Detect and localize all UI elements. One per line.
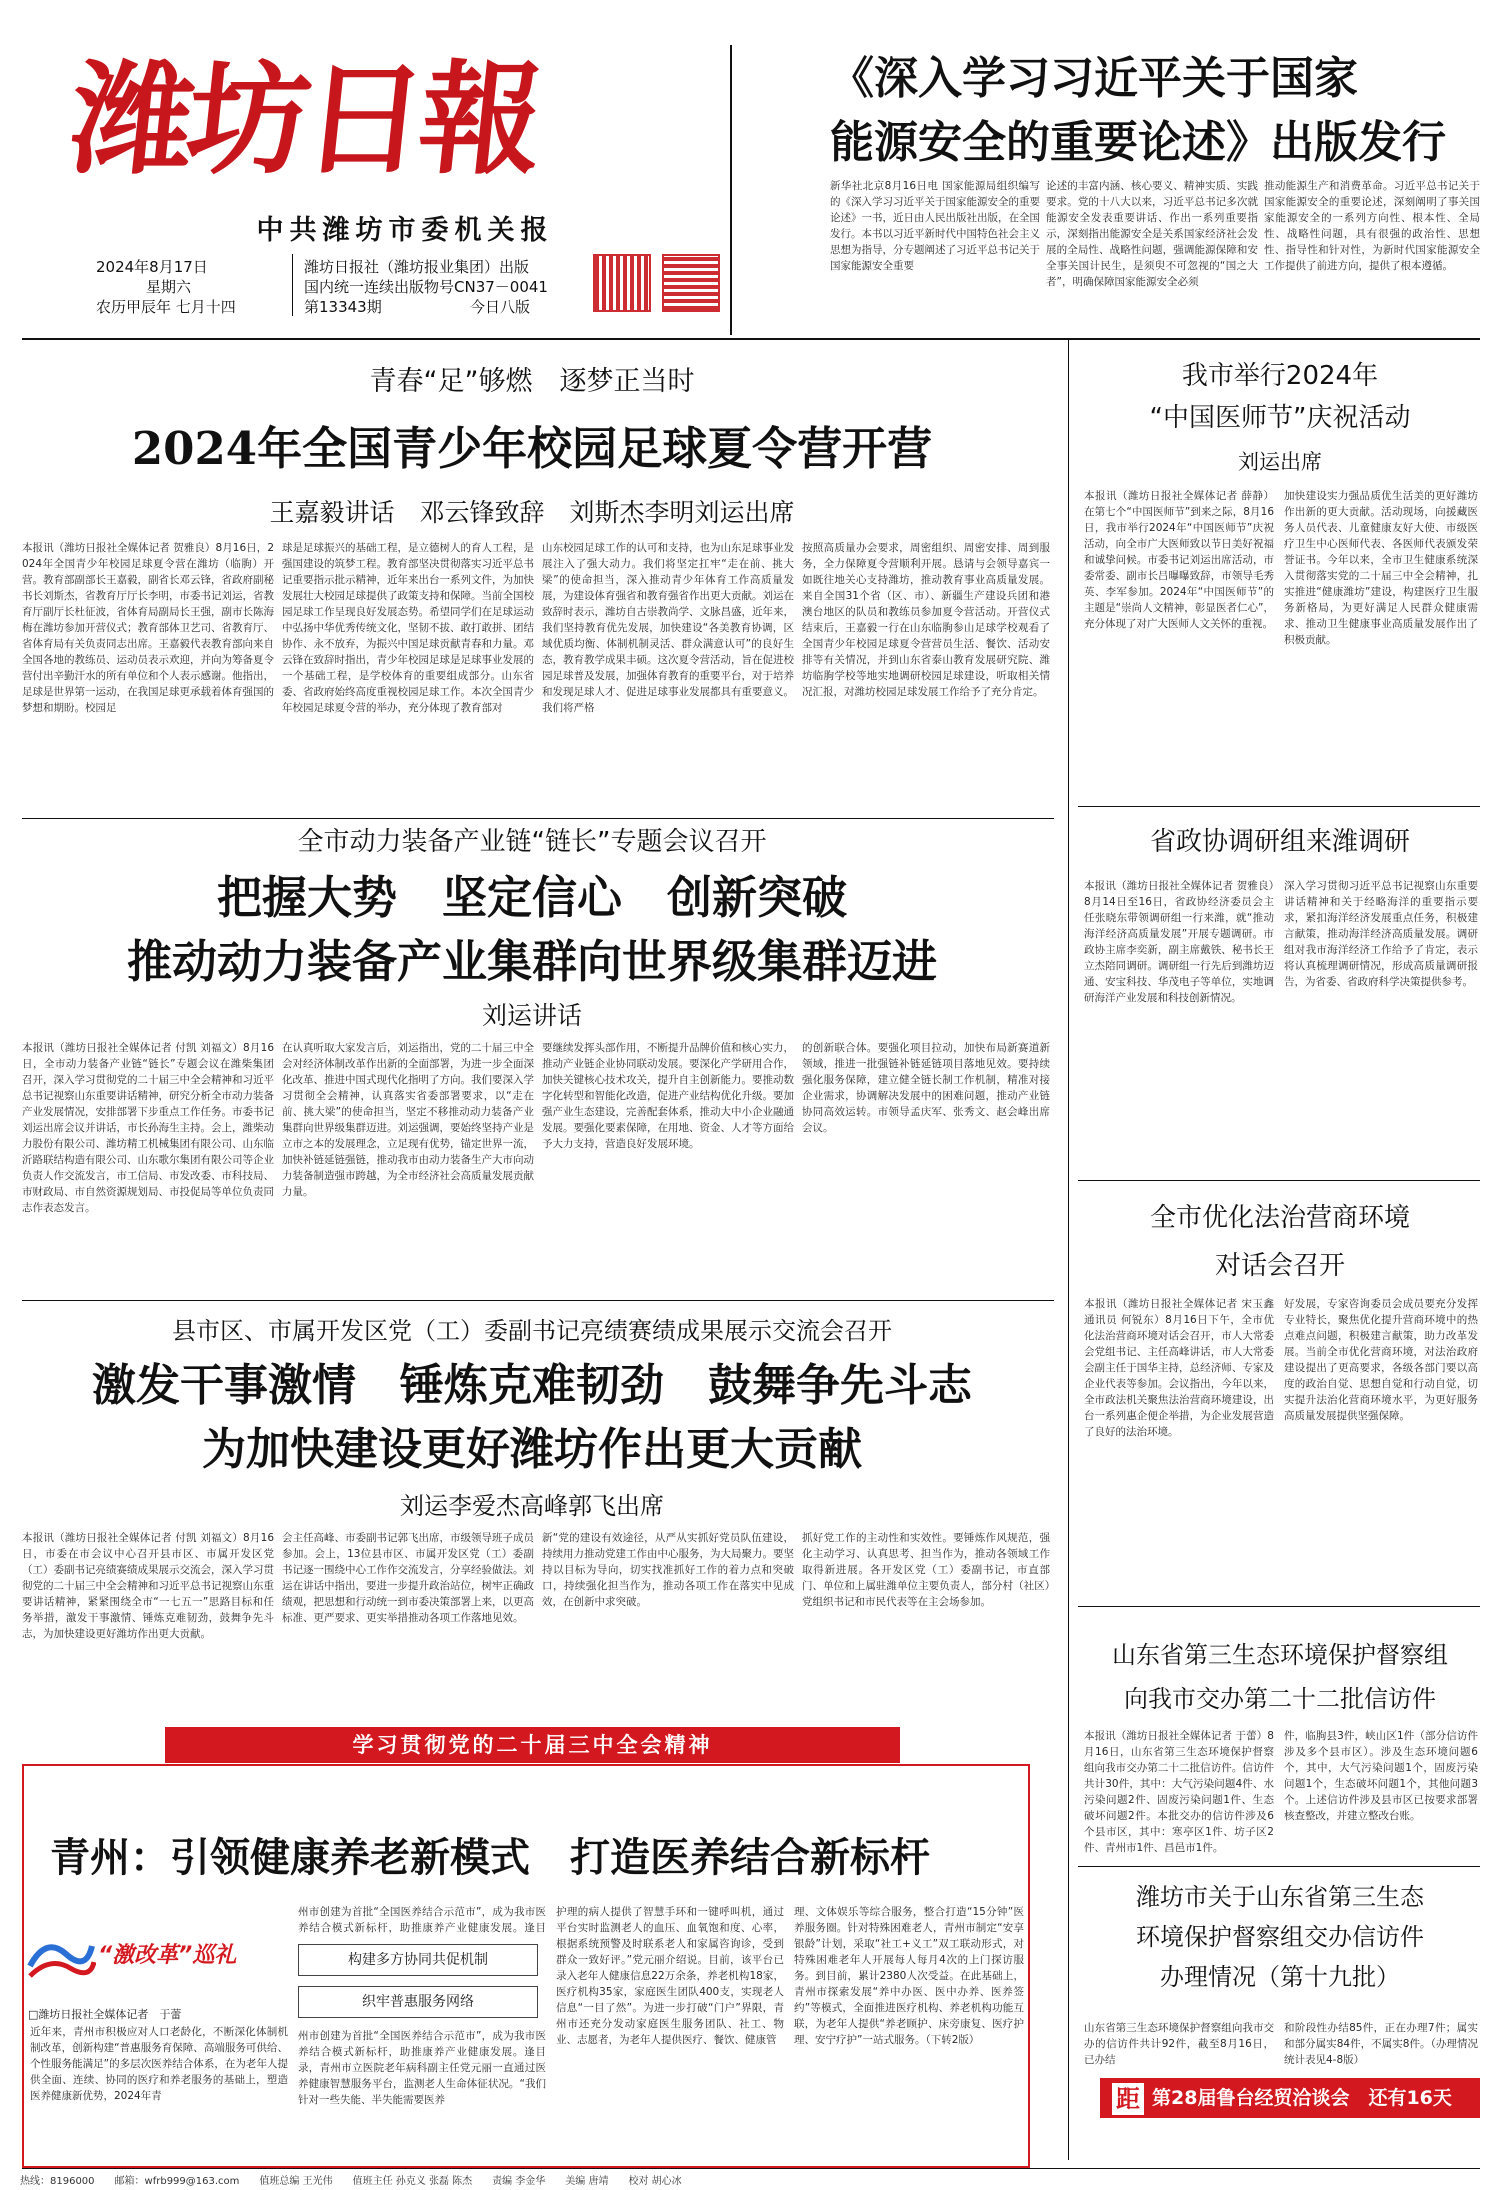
article1-col-2: 球是足球振兴的基础工程，是立德树人的育人工程，是强国建设的筑梦工程。教育部坚决贯彻落实习近平总书记重要指示批示精神，近年来出台一系列文件，为加快发展壮大校园足球提供了政策支持和保障。当前全国校园足球工作呈现良好发展态势。希望同学们在足球运动中弘扬中华优秀传统文化，坚韧不拔、敢打敢拼、团结协作、永不放弃，为振兴中国足球贡献青春和力量。邓云锋在致辞时指出，青少年校园足球是足球事业发展的一个基础工程，是学校体育的重要组成部分。山东省委、省政府始终高度重视校园足球工作。本次全国青少年校园足球夏令营的举办，充分体现了教育部对: [282, 542, 534, 714]
article2-col-3: 要继续发挥头部作用，不断提升品牌价值和核心实力，推动产业链企业协同联动发展。要深化产学研用合作，加快关键核心技术攻关，提升自主创新能力。要推动数字化转型和智能化改造，促进产业结构优化升级。要加强产业生态建设，完善配套体系，推动大中小企业融通发展。要强化要素保障，在用地、资金、人才等方面给予大力支持，营造良好发展环境。: [542, 1042, 794, 1150]
article3-kicker: 县市区、市属开发区党（工）委副书记亮绩赛绩成果展示交流会召开: [172, 1317, 892, 1345]
publisher: 潍坊日报社（潍坊报业集团）出版: [304, 258, 530, 276]
rc1-subhead: 刘运出席: [1238, 450, 1322, 474]
article1-subhead: 王嘉毅讲话 邓云锋致辞 刘斯杰李明刘运出席: [269, 498, 795, 527]
rc3-col-1: 本报讯（潍坊日报社全媒体记者 宋玉鑫 通讯员 何锐东）8月16日下午，全市优化法治营商环境对话会召开，市人大常委会党组书记、主任高峰讲话，市人大常委会副主任于国华主持，总经济师、专家及企业代表等参加。会议指出，今年以来，全市政法机关聚焦法治营商环境建设，出台一系列惠企便企举措，为企业发展营造了良好的法治环境。: [1084, 1298, 1274, 1438]
rc2-col-1: 本报讯（潍坊日报社全媒体记者 贺雅良）8月14日至16日，省政协经济委员会主任张晓东带领调研组一行来潍，就“推动海洋经济高质量发展”开展专题调研。市政协主席李奕新，副主席戴铁、秘书长王立杰陪同调研。调研组一行先后到潍坊迈通、安宝科技、华茂电子等单位，实地调研海洋产业发展和科技创新情况。: [1084, 880, 1274, 1004]
rc4-headline: 山东省第三生态环境保护督察组: [1112, 1641, 1448, 1669]
qr-code-icon: [593, 254, 651, 312]
subhead-box-1: 构建多方协同共促机制: [298, 1944, 538, 1976]
rc2-headline: 省政协调研组来潍调研: [1149, 827, 1410, 857]
article3-subhead: 刘运李爱杰高峰郭飞出席: [400, 1492, 664, 1520]
rc5-headline-2: 环境保护督察组交办信访件: [1136, 1923, 1424, 1951]
countdown-banner: [1100, 2078, 1480, 2118]
feature-col-2: 州市创建为首批“全国医养结合示范市”，成为我市医养结合模式新标杆，助推康养产业健康发展。逢目录，青州市立医院老年病科副主任党元丽一直通过医养健康智慧服务平台，监测老人生命体征状况。“我们针对一些失能、半失能需要医养: [298, 2030, 546, 2106]
rc4-col-1: 本报讯（潍坊日报社全媒体记者 于蕾）8月16日，山东省第三生态环境保护督察组向我市交办第二十二批信访件。信访件共计30件，其中：大气污染问题4件、水污染问题2件、固废污染问题1件、生态破坏问题2件。本批交办的信访件涉及6个县市区，其中：寒亭区1件、坊子区2件、青州市1件、昌邑市1件。: [1084, 1730, 1274, 1854]
article3-headline-2: 为加快建设更好潍坊作出更大贡献: [202, 1424, 862, 1475]
article1-col-3: 山东校园足球工作的认可和支持，也为山东足球事业发展注入了强大动力。我们将坚定扛牢“走在前、挑大梁”的使命担当，深入推动青少年体育工作高质量发展，为建设体育强省和教育强省作出更大贡献。刘运在致辞时表示，潍坊自古崇教尚学、文脉昌盛，近年来，我们坚持教育优先发展，加快建设“各美教育协调，区域优质均衡、体制机制灵活、群众满意认可”的良好生态，教育教学成果丰硕。这次夏令营活动，旨在促进校园足球普及发展，加强体育教育的重要平台，对于培养和发现足球人才、促进足球事业发展都具有重要意义。我们将严格: [542, 542, 794, 714]
countdown-glyph: 距: [1112, 2083, 1144, 2115]
rc1-col-1: 本报讯（潍坊日报社全媒体记者 薛静）在第七个“中国医师节”到来之际，8月16日，我市举行2024年“中国医师节”庆祝活动，向全市广大医师致以节日美好祝福和诚挚问候。市委书记刘运出席活动，市委常委、副市长吕曝曝致辞，市领导毛秀英、李军参加。2024年“中国医师节”的主题是“崇尚人文精神，彰显医者仁心”，充分体现了对广大医师人文关怀的重视。: [1084, 490, 1274, 630]
page-count: 今日八版: [470, 298, 531, 316]
promo-badge: [26, 1920, 286, 2006]
qr-code-icon: [662, 254, 720, 312]
top-story-col-3: 推动能源生产和消费革命。习近平总书记关于国家能源安全的重要论述，深刻阐明了事关国家能源安全的一系列方向性、根本性、全局性、战略性问题，具有很强的政治性、思想性、指导性和针对性，为新时代国家能源安全工作提供了前进方向，提供了根本遵循。: [1264, 180, 1480, 272]
lunar-date: 农历甲辰年 七月十四: [96, 298, 236, 316]
wave-icon: [26, 1926, 96, 1986]
article2-kicker: 全市动力装备产业链“链长”专题会议召开: [297, 827, 767, 857]
rc5-col-2: 和阶段性办结85件，正在办理7件；属实和部分属实84件，不属实8件。（办理情况统计表见4-8版）: [1284, 2022, 1478, 2066]
feature-col-3: 护理的病人提供了智慧手环和一键呼叫机，通过平台实时监测老人的血压、血氧饱和度、心率，根据系统预警及时联系老人和家属咨询诊，受到群众一致好评。”党元丽介绍说。目前，该平台已录入老年人健康信息22万余条，养老机构18家，医疗机构35家，家庭医生团队400支，实现老人信息“一目了然”。为进一步打破“门户”界限，青州市还充分发动家庭医生服务团队、社工、物业、志愿者，为老年人提供医疗、餐饮、健康管: [556, 1906, 784, 2046]
masthead-subtitle: 中共潍坊市委机关报: [256, 215, 554, 246]
rc2-col-2: 深入学习贯彻习近平总书记视察山东重要讲话精神和关于经略海洋的重要指示要求，紧扣海洋经济发展重点任务，积极建言献策，推动海洋经济高质量发展。调研组对我市海洋经济工作给予了肯定，表示将认真梳理调研情况，形成高质量调研报告，为省委、省政府科学决策提供参考。: [1284, 880, 1478, 988]
article2-headline-2: 推动动力装备产业集群向世界级集群迈进: [126, 935, 937, 988]
rc3-headline-2: 对话会召开: [1214, 1251, 1345, 1281]
article2-col-1: 本报讯（潍坊日报社全媒体记者 付凯 刘福文）8月16日，全市动力装备产业链“链长”专题会议在潍柴集团召开，深入学习贯彻党的二十届三中全会精神和习近平总书记视察山东重要讲话精神，研究分析全市动力装备产业发展情况，安排部署下步重点工作任务。市委书记刘运出席会议并讲话，市长孙海生主持。会上，潍柴动力股份有限公司、潍坊精工机械集团有限公司、山东临沂路联结构造有限公司、山东歌尔集团有限公司等企业负责人作交流发言，市工信局、市发改委、市科技局、市财政局、市自然资源规划局、市投促局等单位负责同志作表态发言。: [22, 1042, 274, 1214]
feature-byline: □潍坊日报社全媒体记者 于蕾: [28, 2008, 182, 2021]
top-story-headline: 《深入学习习近平关于国家: [830, 53, 1358, 104]
rc1-headline-2: “中国医师节”庆祝活动: [1149, 403, 1411, 433]
issue-date: 2024年8月17日: [96, 258, 208, 276]
article2-col-4: 的创新联合体。要强化项目拉动，加快布局新赛道新领域，推进一批强链补链延链项目落地见效。要持续强化服务保障，建立健全链长制工作机制，精准对接企业需求，协调解决发展中的困难问题，推动产业链协同高效运转。市领导孟庆军、张秀文、赵会峰出席会议。: [802, 1042, 1050, 1134]
article2-subhead: 刘运讲话: [481, 1001, 582, 1030]
article3-col-3: 新“党的建设有效途径，从严从实抓好党员队伍建设，持续用力推动党建工作由中心服务，为大局聚力。要坚持以目标为导向，切实找准抓好工作的着力点和突破口，持续强化担当作为，推动各项工作在落实中见成效，在创新中求突破。: [542, 1532, 794, 1608]
article2-col-2: 在认真听取大家发言后，刘运指出，党的二十届三中全会对经济体制改革作出新的全面部署，为进一步全面深化改革、推进中国式现代化指明了方向。我们要深入学习贯彻全会精神，认真落实省委部署要求，以“走在前、挑大梁”的使命担当，坚定不移推动动力装备产业集群向世界级集群迈进。刘运强调，要始终坚持产业是立市之本的发展理念，立足现有优势，锚定世界一流，加快补链延链强链，推动我市由动力装备生产大市向动力装备制造强市跨越，为全市经济社会高质量发展贡献力量。: [282, 1042, 534, 1198]
rc5-headline-3: 办理情况（第十九批）: [1160, 1963, 1400, 1991]
rc1-col-2: 加快建设实力强品质优生活美的更好潍坊作出新的更大贡献。活动现场，向援藏医务人员代表、儿童健康友好大使、市级医疗卫生中心医师代表、各医师代表颁发荣誉证书。今年以来，全市卫生健康系统深入贯彻落实党的二十届三中全会精神，扎实推进“健康潍坊”建设，构建医疗卫生服务新格局，为更好满足人民群众健康需求、推动卫生健康事业高质量发展作出了积极贡献。: [1284, 490, 1478, 646]
issue-weekday: 星期六: [146, 278, 192, 296]
subhead-box-2: 织牢普惠服务网络: [298, 1986, 538, 2018]
article3-headline: 激发干事激情 锤炼克难韧劲 鼓舞争先斗志: [92, 1360, 972, 1411]
countdown-text: 第28届鲁台经贸洽谈会 还有16天: [1152, 2087, 1452, 2109]
issn: 国内统一连续出版物号CN37－0041: [304, 278, 548, 296]
rc1-headline: 我市举行2024年: [1181, 361, 1379, 391]
rc3-headline: 全市优化法治营商环境: [1149, 1203, 1410, 1233]
top-story-col-2: 论述的丰富内涵、核心要义、精神实质、实践要求。党的十八大以来，习近平总书记多次就能源安全发表重要讲话、作出一系列重要指示，深刻指出能源安全是关系国家经济社会发展的全局性、战略性问题，强调能源保障和安全事关国计民生，是须臾不可忽视的“国之大者”，明确保障国家能源安全必须: [1046, 180, 1258, 288]
top-story-headline-2: 能源安全的重要论述》出版发行: [830, 117, 1446, 168]
feature-banner: 学习贯彻党的二十届三中全会精神: [165, 1727, 900, 1763]
rc3-col-2: 好发展，专家咨询委员会成员要充分发挥专业特长，聚焦优化提升营商环境中的热点难点问题，积极建言献策，助力改革发展。当前全市优化营商环境，对法治政府建设提出了更高要求，各级各部门要以高度的政治自觉、思想自觉和行动自觉，切实提升法治化营商环境水平，为更好服务高质量发展提供坚强保障。: [1284, 1298, 1478, 1422]
newspaper-logo: 潍坊日報: [64, 47, 544, 191]
article3-col-2: 会主任高峰、市委副书记郭飞出席，市级领导班子成员参加。会上，13位县市区、市属开发区党（工）委副书记逐一围绕中心工作作交流发言，分享经验做法。刘运在讲话中指出，要进一步提升政治站位，树牢正确政绩观，把思想和行动统一到市委决策部署上来，以更高标准、更严要求、更实举措推动各项工作落地见效。: [282, 1532, 534, 1624]
promo-title: “激改革”巡礼: [98, 1943, 237, 1968]
article2-headline: 把握大势 坚定信心 创新突破: [216, 871, 847, 924]
top-story-col-1: 新华社北京8月16日电 国家能源局组织编写的《深入学习习近平关于国家能源安全的重要论述》一书，近日由人民出版社出版，在全国发行。本书以习近平新时代中国特色社会主义思想为指导，分专题阐述了习近平总书记关于国家能源安全重要: [830, 180, 1040, 272]
article3-col-4: 抓好党工作的主动性和实效性。要锤炼作风规范，强化主动学习、认真思考、担当作为，推动各领域工作取得新进展。各开发区党（工）委副书记，市直部门、单位和上属驻潍单位主要负责人，部分村（社区）党组织书记和市民代表等在主会场参加。: [802, 1532, 1050, 1608]
feature-col-2-top: 州市创建为首批“全国医养结合示范市”，成为我市医养结合模式新标杆，助推康养产业健康发展。逢目: [298, 1906, 546, 1934]
feature-headline: 青州：引领健康养老新模式 打造医养结合新标杆: [50, 1834, 930, 1881]
rc5-col-1: 山东省第三生态环境保护督察组向我市交办的信访件共计92件，截至8月16日，已办结: [1084, 2022, 1274, 2066]
rc4-col-2: 件，临朐县3件，峡山区1件（部分信访件涉及多个县市区）。涉及生态环境问题6个，其中，大气污染问题1个，固废污染问题1个，生态破坏问题1个，其他问题3个。上述信访件涉及县市区已按要求部署核查整改，并建立整改台账。: [1284, 1730, 1478, 1822]
issue-number: 第13343期: [304, 298, 382, 316]
article1-kicker: 青春“足”够燃 逐梦正当时: [369, 366, 695, 397]
article1-col-4: 按照高质量办会要求，周密组织、周密安排、周到服务，全力保障夏令营顺利开展。恳请与会领导嘉宾一如既往地关心支持潍坊，推动教育事业高质量发展。来自全国31个省（区、市）、新疆生产建设兵团和港澳台地区的队员和教练员参加夏令营活动。开营仪式结束后，王嘉毅一行在山东临朐参山足球学校观看了全国青少年校园足球夏令营营员生活、餐饮、活动安排等有关情况，并到山东省泰山教育发展研究院、潍坊临朐学校等地实地调研校园足球建设，听取相关情况汇报，对潍坊校园足球发展工作给予了充分肯定。: [802, 542, 1050, 698]
feature-col-1: 近年来，青州市积极应对人口老龄化，不断深化体制机制改革，创新构建“普惠服务育保障、高端服务可供给、个性服务能满足”的多层次医养结合体系，在为老年人提供全面、连续、协同的医疗和养老服务的基础上，塑造医养健康新优势，2024年青: [30, 2026, 288, 2102]
footer-credits: 热线：8196000 邮箱：wfrb999@163.com 值班总编 王光伟 值班主任 孙克义 张磊 陈杰 责编 李金华 美编 唐靖 校对 胡心冰: [20, 2176, 682, 2187]
article3-col-1: 本报讯（潍坊日报社全媒体记者 付凯 刘福文）8月16日，市委在市会议中心召开县市区、市属开发区党（工）委副书记亮绩赛绩成果展示交流会，深入学习贯彻党的二十届三中全会精神和习近平总书记视察山东重要讲话精神，紧紧围绕全市“一七五一”思路目标和任务举措，激发干事激情、锤炼克难韧劲，鼓舞争先斗志，为加快建设更好潍坊作出更大贡献。: [22, 1532, 274, 1640]
rc4-headline-2: 向我市交办第二十二批信访件: [1124, 1685, 1436, 1713]
rc5-headline: 潍坊市关于山东省第三生态: [1136, 1883, 1424, 1911]
article1-headline: 2024年全国青少年校园足球夏令营开营: [131, 422, 933, 475]
article1-col-1: 本报讯（潍坊日报社全媒体记者 贺雅良）8月16日，2024年全国青少年校园足球夏令营在潍坊（临朐）开营。教育部副部长王嘉毅，副省长邓云锋，省政府副秘书长刘斯杰，省教育厅厅长李明，市委书记刘运，省教育厅副厅长杜征波，省体育局副局长王强，副市长陈海梅在潍坊参加开营仪式；教育部体卫艺司、省教育厅、省体育局有关负责同志出席。王嘉毅代表教育部向来自全国各地的教练员、运动员表示欢迎，并向为筹备夏令营付出辛勤汗水的所有单位和个人表示感谢。他指出，足球是世界第一运动，在我国足球更承载着体育强国的梦想和期盼。校园足: [22, 542, 274, 714]
feature-col-4: 理、文体娱乐等综合服务，整合打造“15分钟”医养服务圈。针对特殊困难老人，青州市制定“安享银龄”计划，采取“社工+义工”双工联动形式，对特殊困难老年人开展每人每月4次的上门探访服务。到目前，累计2380人次受益。在此基础上，青州市探索发展“养中办医、医中办养、医养签约”等模式，全面推进医疗机构、养老机构功能互联，为老年人提供“养老顾护、床旁康复、医疗护理、安宁疗护”一站式服务。（下转2版）: [794, 1906, 1024, 2046]
